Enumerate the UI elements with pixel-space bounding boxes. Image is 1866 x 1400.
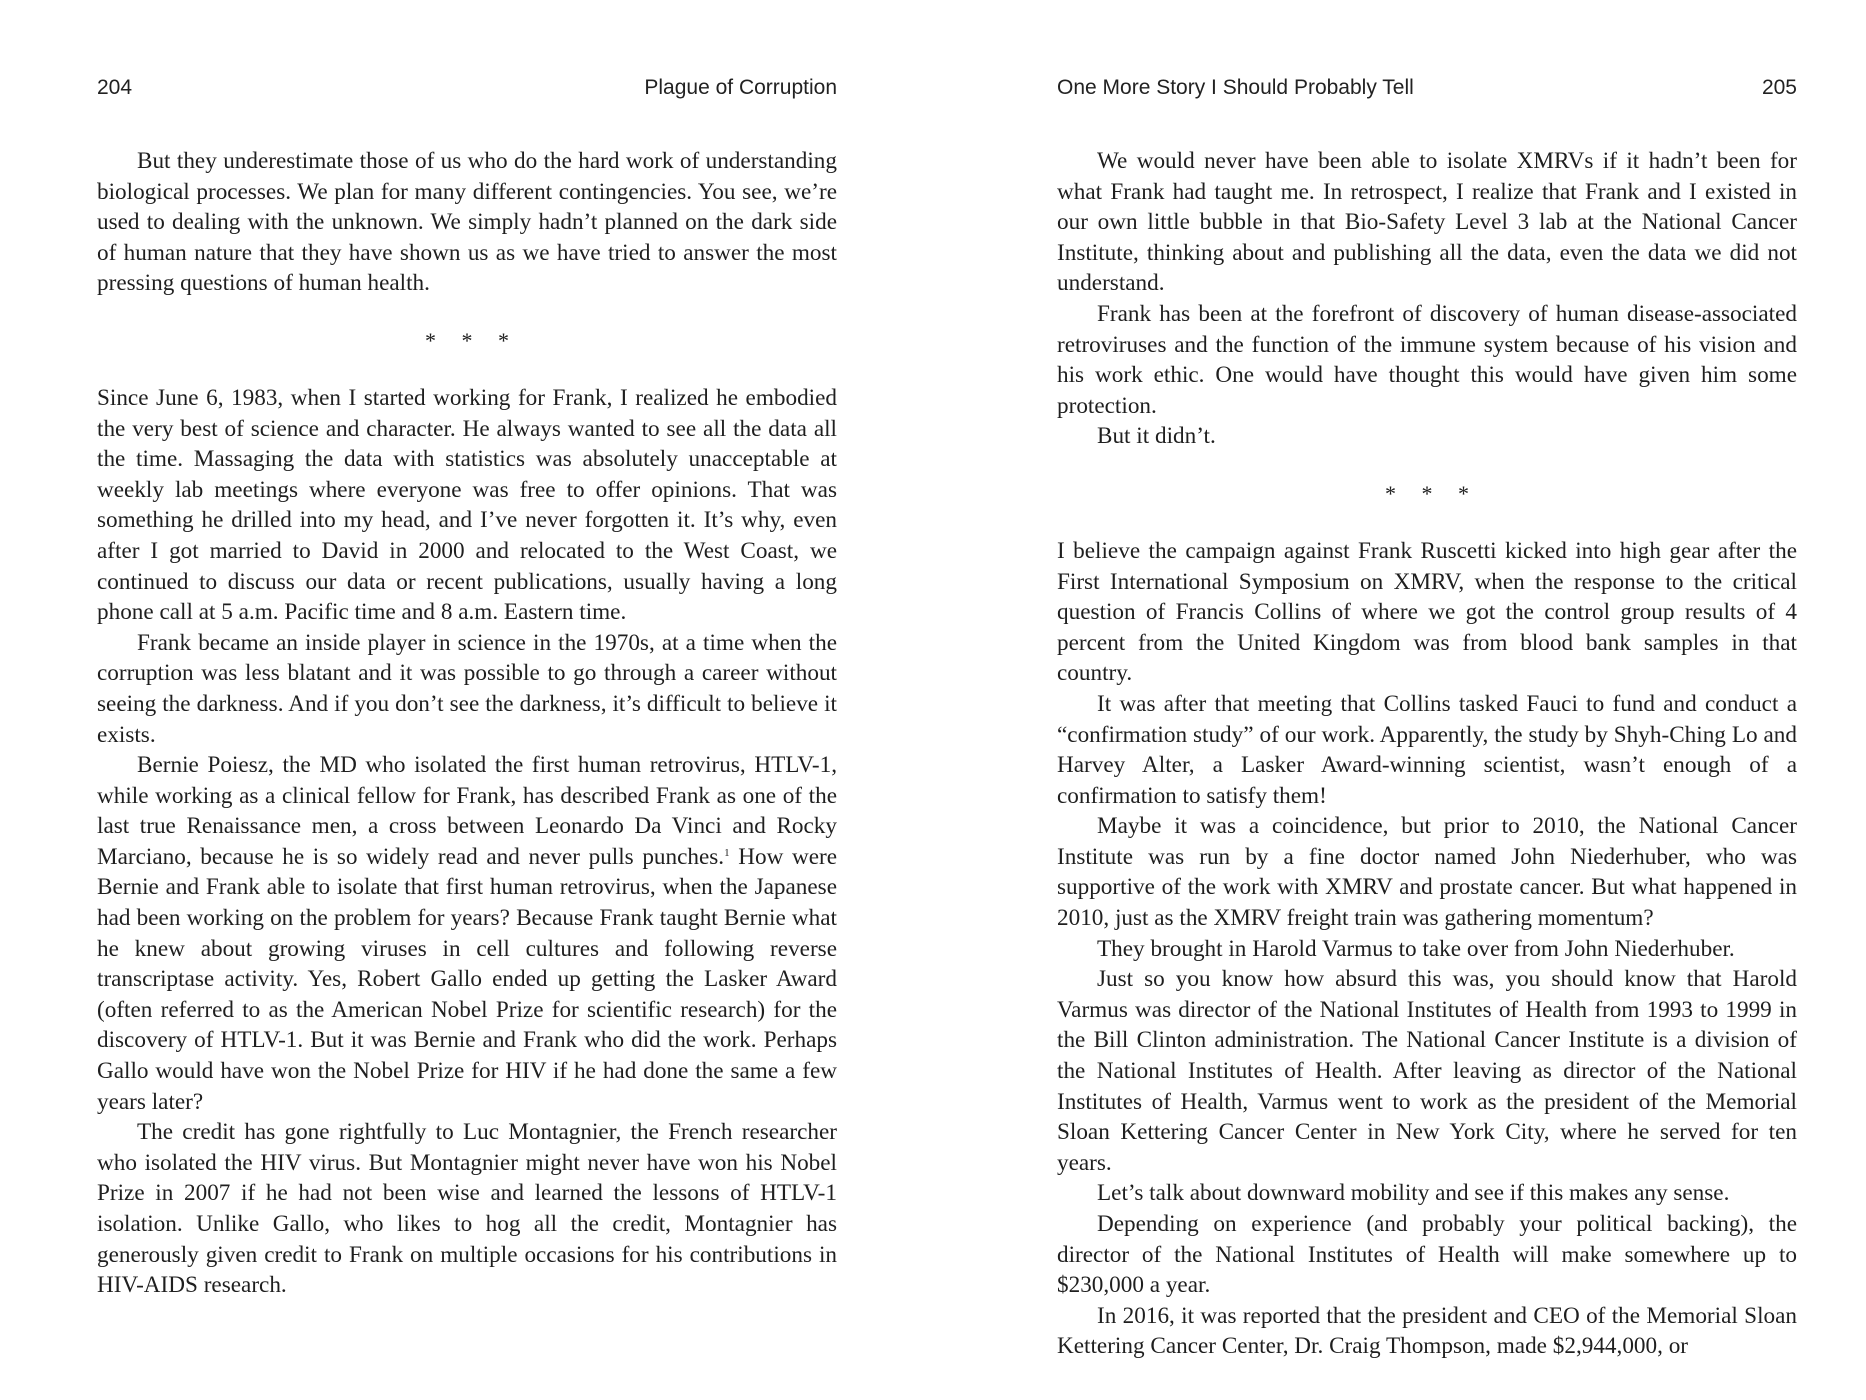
section-break: * * *: [425, 327, 519, 353]
paragraph: Since June 6, 1983, when I started working for Frank, I realized he embodied the very best of science and character. He always wanted to see all the data all the time. Massaging the data with statistics was absolutely unacceptable at weekly lab meetings where everyone was free to offer opinions. That was something he drilled into my head, and I’ve never forgotten it. It’s why, even after I got married to David in 2000 and relocated to the West Coast, we continued to discuss our data or recent publications, usually having a long phone call at 5 a.m. Pacific time and 8 a.m. Eastern time.: [97, 384, 837, 626]
running-head: Plague of Corruption: [644, 76, 837, 99]
right-page: [1057, 0, 1797, 1400]
paragraph: Maybe it was a coincidence, but prior to 2010, the National Cancer Institute was run by a fine doctor named John Niederhuber, who was supportive of the work with XMRV and prostate cancer. But what happened in 2010, just as the XMRV freight train was gathering momentum?: [1057, 813, 1797, 932]
paragraph: But it didn’t.: [1097, 423, 1216, 450]
paragraph: In 2016, it was reported that the president and CEO of the Memorial Sloan Kettering Cancer Center, Dr. Craig Thompson, made $2,944,000, or: [1057, 1302, 1797, 1360]
right-page-body: [1057, 146, 1797, 1362]
paragraph-text: How were Bernie and Frank able to isolate that first human retrovirus, when the Japanese had been working on the problem for years? Because Frank taught Bernie what he knew about growing viruses in cell cultures and following reverse transcriptase activity. Yes, Robert Gallo ended up getting the Lasker Award (often referred to as the American Nobel Prize for scientific research) for the discovery of HTLV-1. But it was Bernie and Frank who did the work. Perhaps Gallo would have won the Nobel Prize for HIV if he had done the same a few years later?: [97, 843, 837, 1115]
page-number: 204: [97, 76, 133, 99]
paragraph: Depending on experience (and probably your political backing), the director of the National Institutes of Health will make somewhere up to $230,000 a year.: [1057, 1211, 1797, 1299]
footnote-marker[interactable]: 1: [724, 846, 730, 859]
left-page-header: [97, 76, 837, 106]
paragraph: Just so you know how absurd this was, you should know that Harold Varmus was director of the National Institutes of Health from 1993 to 1999 in the Bill Clinton administration. The National Cancer Institute is a division of the National Institutes of Health. After leaving as director of the National Institutes of Health, Varmus went to work as the president of the Memorial Sloan Kettering Cancer Center in New York City, where he served for ten years.: [1057, 966, 1797, 1176]
paragraph: But they underestimate those of us who do the hard work of understanding biological processes. We plan for many different contingencies. You see, we’re used to dealing with the unknown. We simply hadn’t planned on the dark side of human nature that they have shown us as we have tried to answer the most pressing questions of human health.: [97, 148, 837, 297]
paragraph: Frank has been at the forefront of discovery of human disease-associated retroviruses and the function of the immune system because of his vision and his work ethic. One would have thought this would have given him some protection.: [1057, 300, 1797, 419]
paragraph: I believe the campaign against Frank Ruscetti kicked into high gear after the First International Symposium on XMRV, when the response to the critical question of Francis Collins of where we got the control group results of 4 percent from the United Kingdom was from blood bank samples in that country.: [1057, 537, 1797, 687]
right-page-header: [1057, 76, 1797, 106]
left-page: [97, 0, 837, 1400]
page-number: 205: [1761, 76, 1797, 99]
paragraph: The credit has gone rightfully to Luc Montagnier, the French researcher who isolated the HIV virus. But Montagnier might never have won his Nobel Prize in 2007 if he had not been wise and learned the lessons of HTLV-1 isolation. Unlike Gallo, who likes to hog all the credit, Montagnier has generously given credit to Frank on multiple occasions for his contributions in HIV-AIDS research.: [97, 1119, 837, 1299]
paragraph: Let’s talk about downward mobility and see if this makes any sense.: [1097, 1180, 1730, 1207]
paragraph: [97, 750, 837, 1117]
section-break: * * *: [1385, 480, 1479, 506]
paragraph: We would never have been able to isolate XMRVs if it hadn’t been for what Frank had taught me. In retrospect, I realize that Frank and I existed in our own little bubble in that Bio-Safety Level 3 lab at the National Cancer Institute, thinking about and publishing all the data, even the data we did not understand.: [1057, 148, 1797, 297]
left-page-body: [97, 146, 837, 1301]
running-head: One More Story I Should Probably Tell: [1057, 76, 1414, 99]
paragraph: It was after that meeting that Collins tasked Fauci to fund and conduct a “confirmation study” of our work. Apparently, the study by Shyh-Ching Lo and Harvey Alter, a Lasker Award-winning scientist, wasn’t enough of a confirmation to satisfy them!: [1057, 690, 1797, 809]
paragraph-text: Bernie Poiesz, the MD who isolated the first human retrovirus, HTLV-1, while working as a clinical fellow for Frank, has described Frank as one of the last true Renaissance men, a cross between Leonardo Da Vinci and Rocky Marciano, because he is so widely read and never pulls punches.: [97, 752, 837, 870]
paragraph: Frank became an inside player in science in the 1970s, at a time when the corruption was less blatant and it was possible to go through a career without seeing the darkness. And if you don’t see the darkness, it’s difficult to believe it exists.: [97, 629, 837, 748]
paragraph: They brought in Harold Varmus to take over from John Niederhuber.: [1097, 935, 1735, 962]
